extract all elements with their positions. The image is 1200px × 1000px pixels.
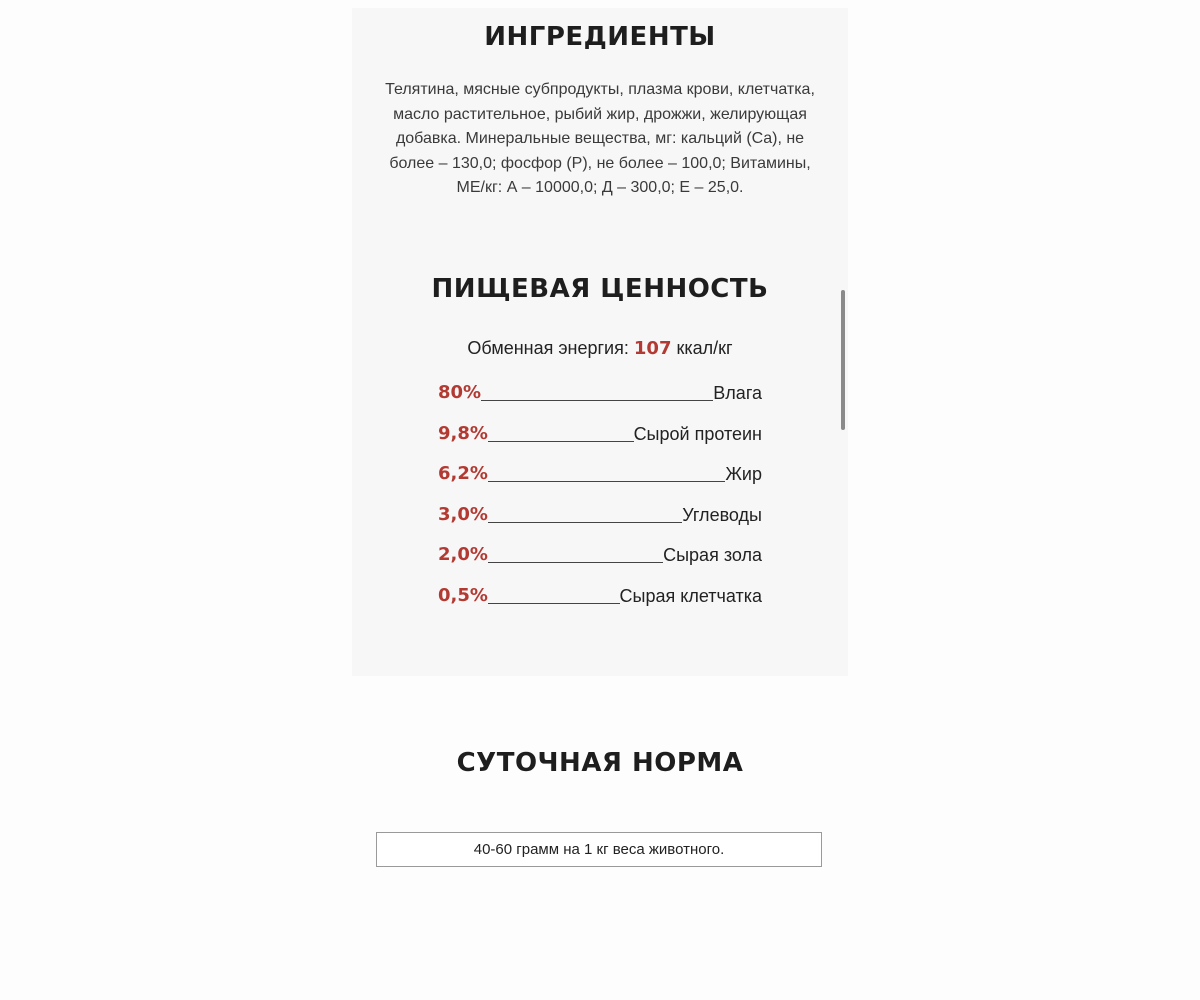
nutrient-percent: 2,0% [438,544,488,565]
ingredients-line: более – 130,0; фосфор (Р), не более – 100,0; Витамины, [389,154,811,172]
nutrition-heading: ПИЩЕВАЯ ЦЕННОСТЬ [431,274,769,304]
nutrient-name: Сырой протеин [633,424,762,444]
nutrient-row [438,378,762,404]
nutrient-percent: 0,5% [438,585,488,606]
nutrient-row [438,540,762,566]
ingredients-line: масло растительное, рыбий жир, дрожжи, желирующая [393,105,807,123]
ingredients-line: Телятина, мясные субпродукты, плазма крови, клетчатка, [385,81,815,98]
leader-line [488,522,682,523]
nutrient-percent: 6,2% [438,463,488,484]
nutrient-row [438,459,762,485]
product-info-panel [352,8,848,676]
daily-norm-box: 40-60 грамм на 1 кг веса животного. [376,832,822,867]
energy-value: 107 [633,338,672,359]
ingredients-line: МЕ/кг: А – 10000,0; Д – 300,0; Е – 25,0. [456,179,744,196]
nutrient-percent: 3,0% [438,504,488,525]
leader-line [488,562,663,563]
ingredients-line: добавка. Минеральные вещества, мг: кальций (Ca), не [395,130,805,147]
ingredients-heading: ИНГРЕДИЕНТЫ [484,22,716,52]
leader-line [488,441,634,442]
nutrient-name: Углеводы [682,505,762,525]
nutrient-name: Сырая зола [663,545,762,565]
nutrient-percent: 80% [438,382,482,403]
nutrient-row [438,581,762,607]
nutrient-name: Сырая клетчатка [619,586,762,606]
leader-line [488,603,620,604]
energy-label: Обменная энергия: [467,338,629,358]
daily-norm-heading: СУТОЧНАЯ НОРМА [456,748,744,778]
nutrient-row [438,500,762,526]
scrollbar-thumb[interactable] [841,290,845,430]
ingredients-text [374,78,826,201]
nutrient-percent: 9,8% [438,423,488,444]
nutrient-name: Жир [725,464,762,484]
energy-line [352,338,848,359]
nutrient-name: Влага [713,383,762,403]
energy-unit: ккал/кг [676,338,733,358]
leader-line [488,481,725,482]
nutrient-row [438,419,762,445]
leader-line [481,400,713,401]
